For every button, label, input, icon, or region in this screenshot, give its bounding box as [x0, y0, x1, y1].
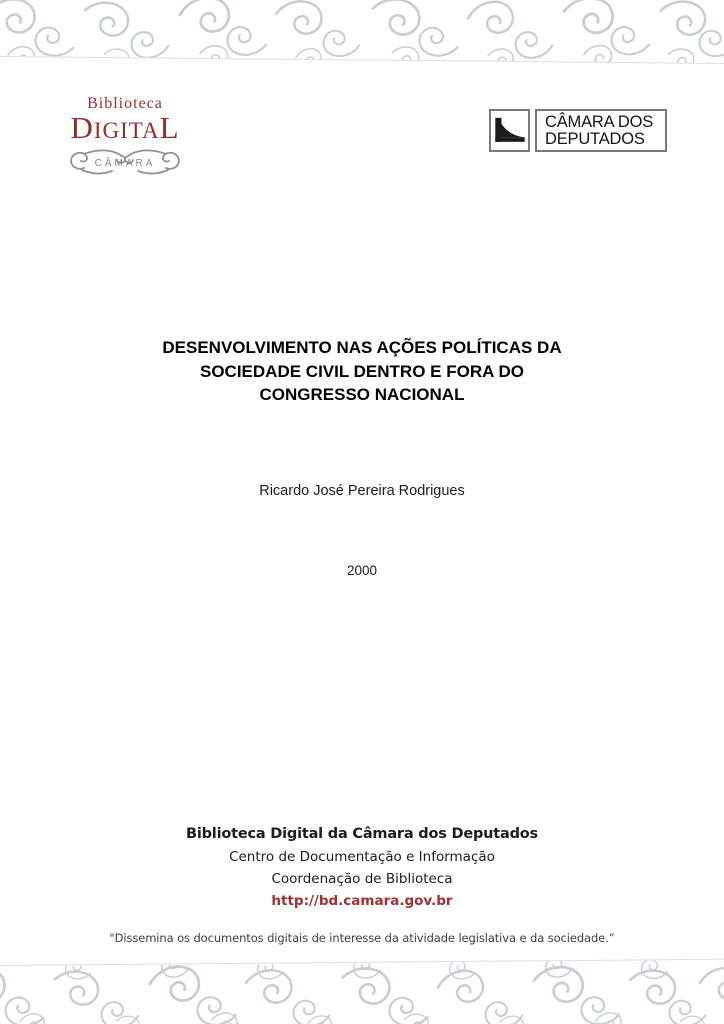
swirl-pattern-icon [0, 0, 724, 64]
publisher-department: Centro de Documentação e Informação [229, 849, 495, 865]
camara-deputados-logo [489, 109, 667, 152]
bd-logo-camara-text: CÂMARA [94, 158, 156, 169]
publication-year: 2000 [346, 563, 378, 578]
biblioteca-digital-logo [60, 96, 190, 177]
bd-digital-final: L [159, 110, 180, 145]
document-title-line1: DESENVOLVIMENTO NAS AÇÕES POLÍTICAS DA [162, 338, 562, 357]
scroll-flourish-icon [60, 147, 190, 177]
document-title-line3: CONGRESSO NACIONAL [259, 385, 465, 404]
cd-wordmark-line2: DEPUTADOS [545, 129, 645, 148]
ornament-band-top [0, 0, 724, 64]
camara-deputados-wordmark [535, 109, 667, 152]
document-title-line2: SOCIEDADE CIVIL DENTRO E FORA DO [200, 361, 524, 381]
cd-wordmark-line1: CÂMARA DOS [545, 112, 654, 131]
bd-digital-middle: IGITA [93, 118, 160, 143]
bd-logo-biblioteca-text: Biblioteca [87, 95, 163, 112]
publisher-block [0, 826, 724, 909]
site-url[interactable]: http://bd.camara.gov.br [271, 893, 453, 909]
tagline-quote: "Dissemina os documentos digitais de interesse da atividade legislativa e da sociedade.” [109, 931, 615, 945]
publisher-coordination: Coordenação de Biblioteca [271, 871, 453, 887]
swirl-pattern-icon [0, 958, 724, 1024]
publisher-name: Biblioteca Digital da Câmara dos Deputados [186, 826, 538, 842]
bd-logo-digital-text [60, 110, 190, 149]
author-name: Ricardo José Pereira Rodrigues [259, 483, 465, 499]
camara-deputados-icon [489, 109, 530, 152]
bd-digital-initial: D [70, 110, 94, 145]
document-title [0, 336, 724, 407]
ornament-band-bottom [0, 958, 724, 1024]
